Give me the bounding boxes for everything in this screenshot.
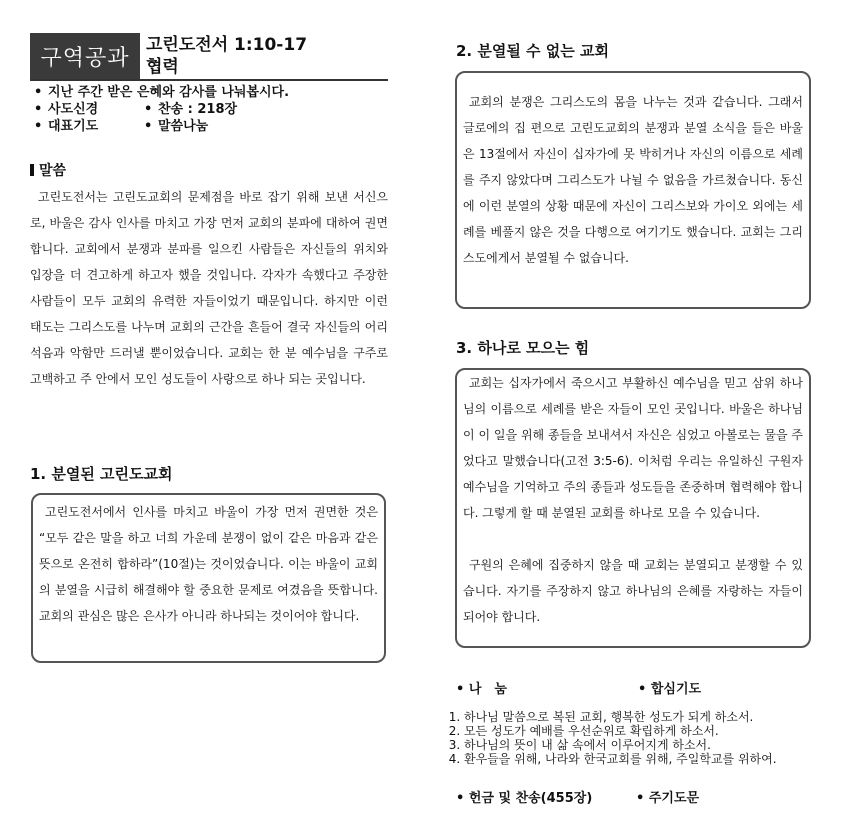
sermon-heading-label: 말씀 [39,163,67,179]
section-1-heading: 1. 분열된 고린도교회 [30,465,173,483]
bullet-icon: • [456,791,469,806]
bullet-icon: • [144,102,153,117]
bullet-icon: • [144,119,153,134]
prayer-item: 3. 하나님의 뜻이 내 삶 속에서 이루어지게 하소서. [464,738,834,752]
bullet-icon: • [34,85,43,100]
offering-label [456,787,592,806]
bullet-icon: • [456,682,469,697]
order-item: 사도신경 [48,102,99,117]
section-3-box [455,368,811,648]
lesson-subtitle: 협력 [146,57,179,77]
section-2-heading: 2. 분열될 수 없는 교회 [456,42,609,60]
order-intro: 지난 주간 받은 은혜와 감사를 나눠봅시다. [48,85,290,100]
sharing-label-text: 나 눔 [468,682,507,697]
order-intro-row [34,84,289,101]
bullet-icon: • [638,682,651,697]
section-1-box [31,493,386,663]
prayer-list [444,710,834,766]
section-2-box [455,71,811,309]
section-1-text: 고린도전서에서 인사를 마치고 바울이 가장 먼저 권면한 것은 “모두 같은 말을 하고 너희 가운데 분쟁이 없이 같은 마음과 같은 뜻으로 온전히 합하라”(10절)는 것이었습니다. 이는 바울이 교회의 분열을 시급히 해결해야 할 중요한 문제로 여겼음을 뜻합니다. 교회의 관심은 많은 은사가 아니라 하나되는 것이어야 합니다. [39,505,378,623]
bullet-icon: • [34,102,43,117]
order-row [34,118,289,135]
lords-prayer-label-text: 주기도문 [648,791,700,806]
sermon-heading [30,160,66,180]
joint-prayer-label-text: 합심기도 [650,682,702,697]
offering-label-text: 헌금 및 찬송(455장) [468,791,593,806]
prayer-item: 4. 환우들을 위해, 나라와 한국교회를 위해, 주일학교를 위하여. [464,752,834,766]
section-badge: 구역공과 [30,33,140,79]
section-3-paragraph-1: 교회는 십자가에서 죽으시고 부활하신 예수님을 믿고 삼위 하나님의 이름으로 세례를 받은 자들이 모인 곳입니다. 바울은 하나님이 이 일을 위해 종들을 보내셔서 자신은 심었고 아볼로는 물을 주었다고 말했습니다(고전 3:5-6). 이처럼 우리는 유일하신 구원자 예수님을 기억하고 주의 종들과 성도들을 존중하며 협력해야 합니다. 그렇게 할 때 분열된 교회를 하나로 모을 수 있습니다. [463,376,803,520]
section-2-text: 교회의 분쟁은 그리스도의 몸을 나누는 것과 같습니다. 그래서 글로에의 집 편으로 고린도교회의 분쟁과 분열 소식을 들은 바울은 13절에서 자신이 십자가에 못 박히거나 자신의 이름으로 세례를 주지 않았다며 그리스도가 나뉠 수 없음을 가르쳤습니다. 동신에 이런 분열의 상황 때문에 자신이 그리스보와 가이오 외에는 세례를 베풀지 않은 것을 다행으로 여기기도 했습니다. 교회는 그리스도에게서 분열될 수 없습니다. [463,95,803,265]
joint-prayer-label [638,678,701,697]
order-of-service [34,84,289,135]
order-item: 대표기도 [48,119,99,134]
bullet-icon: • [636,791,649,806]
lords-prayer-label [636,787,699,806]
prayer-item: 1. 하나님 말씀으로 복된 교회, 행복한 성도가 되게 하소서. [464,710,834,724]
scripture-reference: 고린도전서 1:10-17 [146,35,308,55]
sermon-text: 고린도전서는 고린도교회의 문제점을 바로 잡기 위해 보낸 서신으로, 바울은 감사 인사를 마치고 가장 먼저 교회의 분파에 대하여 권면합니다. 교회에서 분쟁과 분파를 일으킨 사람들은 자신들의 위치와 입장을 더 견고하게 하고자 했을 것입니다. 각자가 속했다고 주장한 사람들이 모두 교회의 유력한 자들이었기 때문입니다. 하지만 이런 태도는 그리스도를 나누며 교회의 근간을 흔들어 결국 자신들의 어리석음과 악함만 드러낼 뿐이었습니다. 교회는 한 분 예수님을 구주로 고백하고 주 안에서 모인 성도들이 사랑으로 하나 되는 곳입니다. [30,190,388,386]
order-item: 말씀나눔 [158,119,209,134]
sharing-label [456,678,507,697]
lesson-title [146,34,307,78]
header-divider [30,79,388,81]
order-row [34,101,289,118]
order-item: 찬송 : 218장 [158,102,238,117]
prayer-item: 2. 모든 성도가 예배를 우선순위로 확립하게 하소서. [464,724,834,738]
section-3-heading: 3. 하나로 모으는 힘 [456,339,590,357]
section-3-paragraph-2: 구원의 은혜에 집중하지 않을 때 교회는 분열되고 분쟁할 수 있습니다. 자기를 주장하지 않고 하나님의 은혜를 자랑하는 자들이 되어야 합니다. [463,558,803,624]
heading-marker-icon [30,164,34,176]
bullet-icon: • [34,119,43,134]
